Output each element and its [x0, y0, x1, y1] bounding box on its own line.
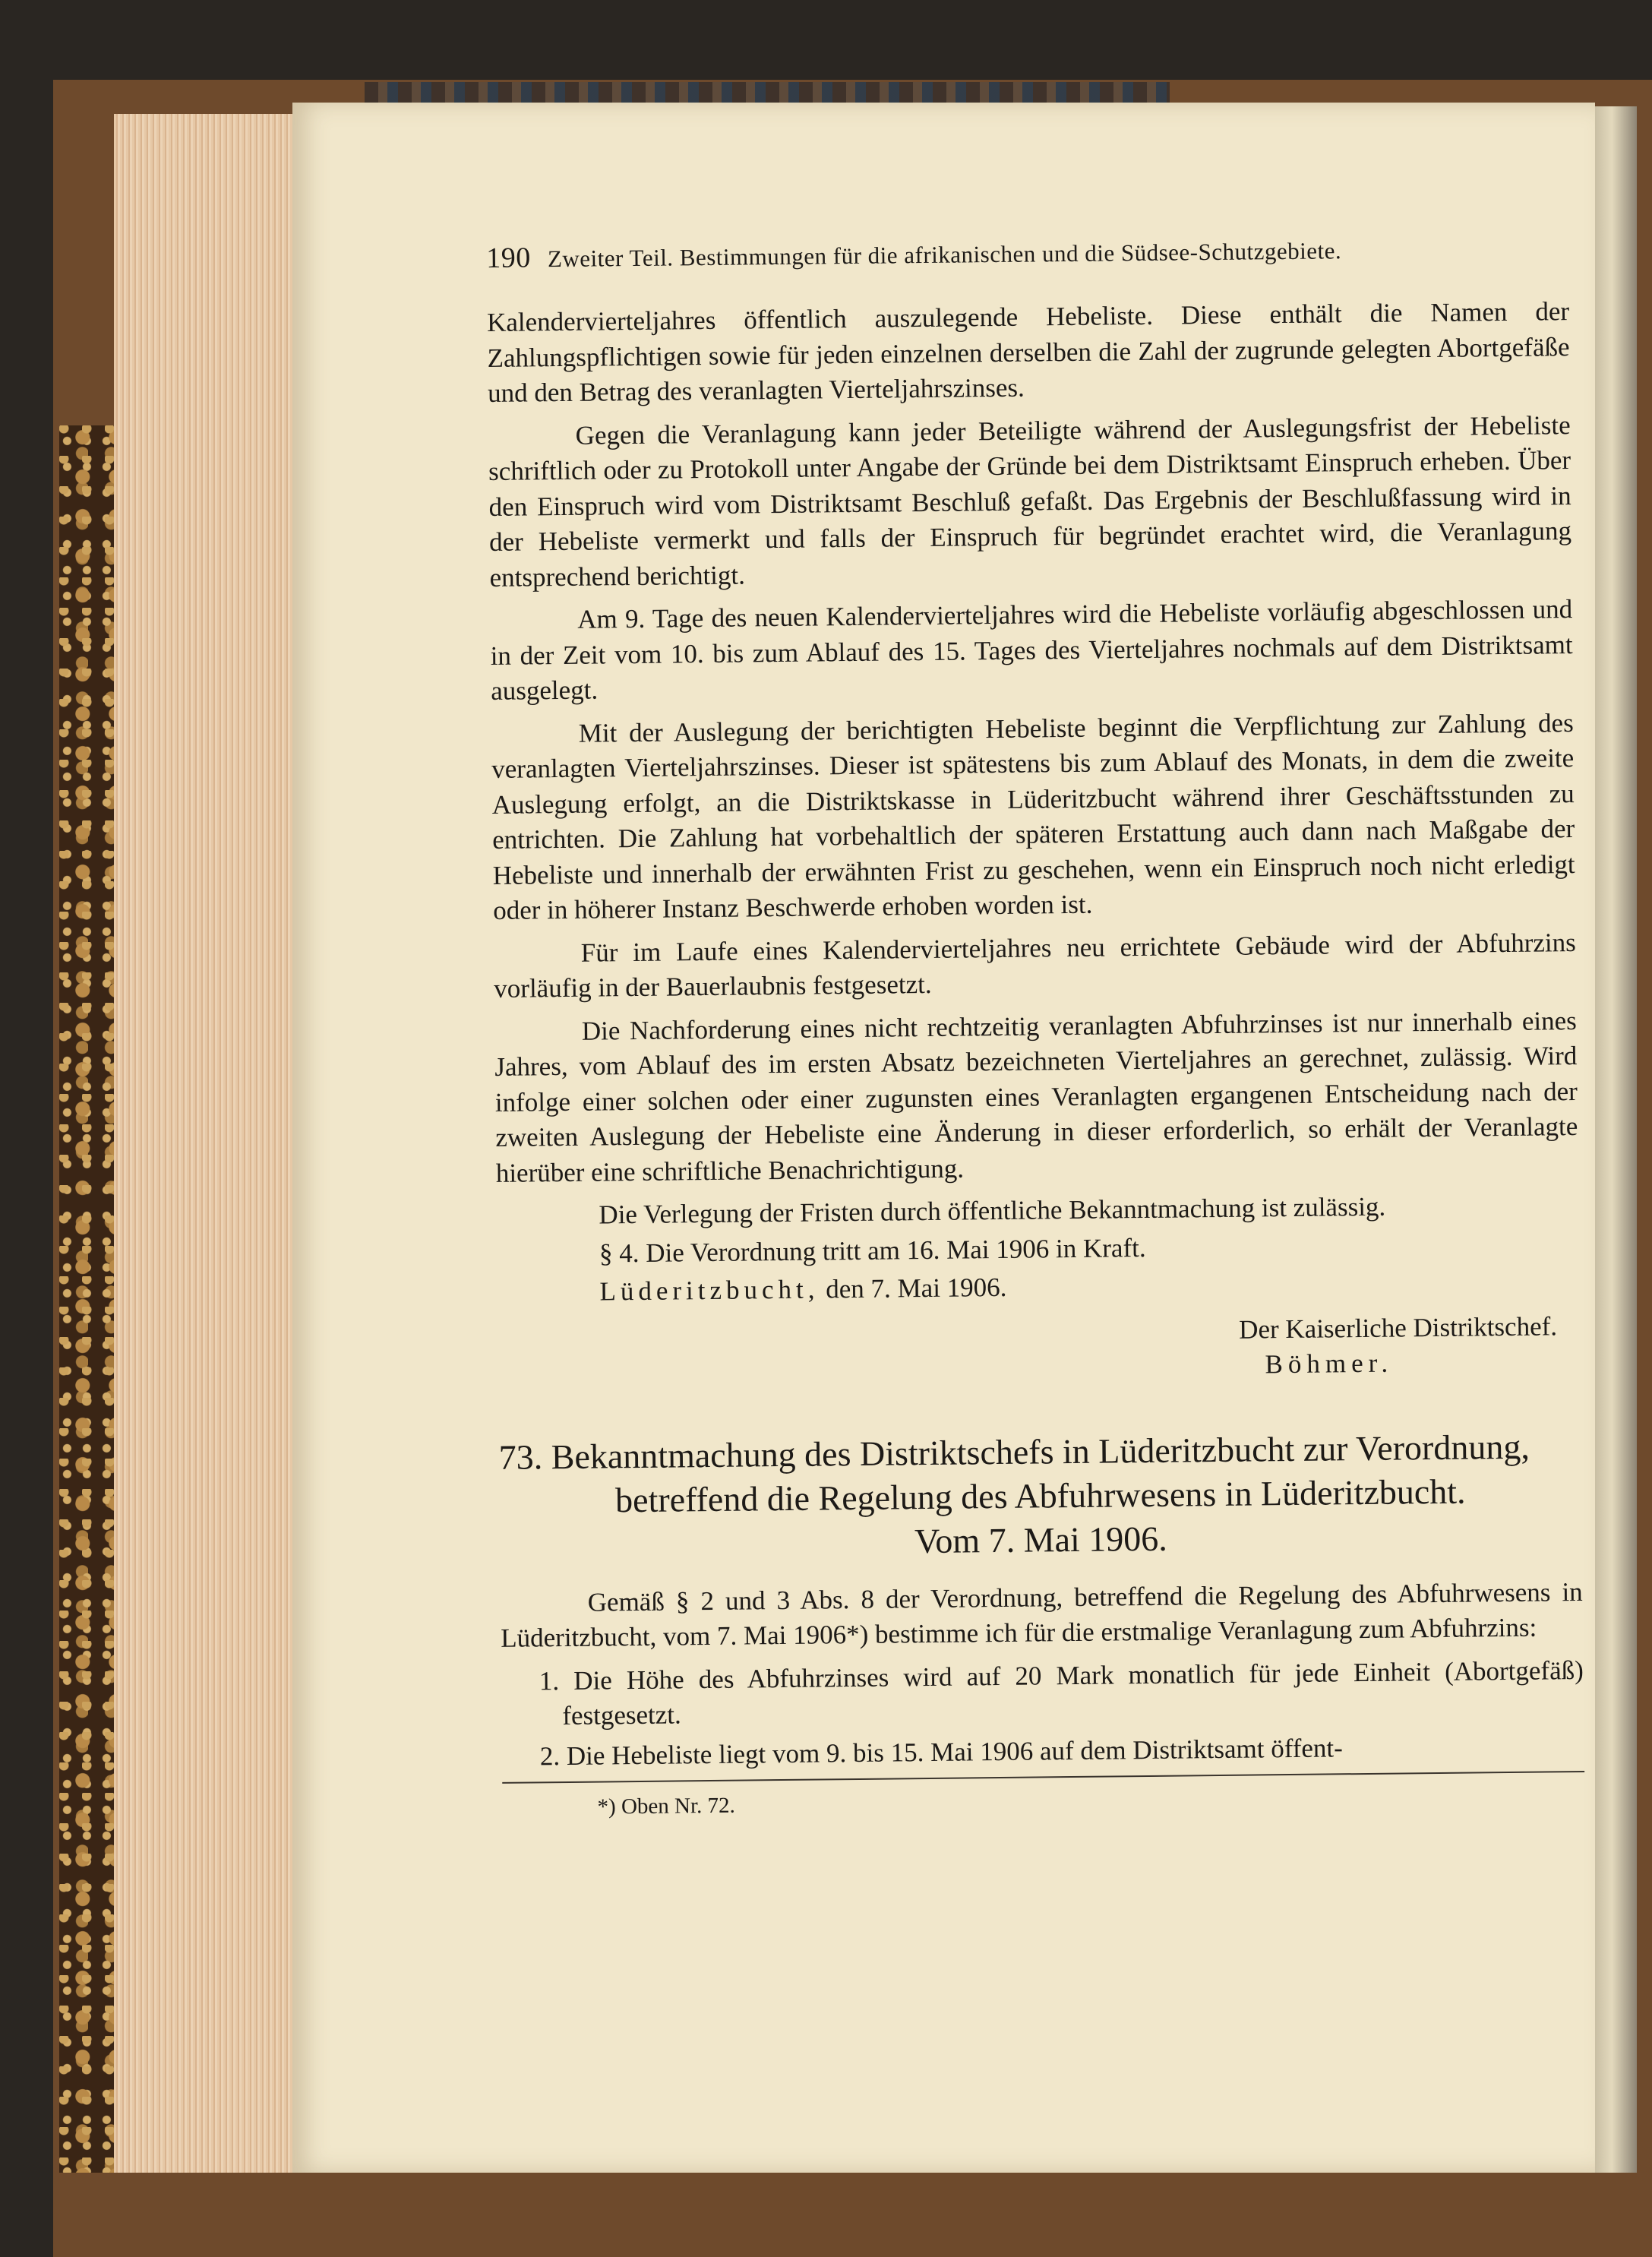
section-title-line-1: 73. Bekanntmachung des Distriktschefs in Lüderitzbucht zur Verordnung,: [498, 1427, 1530, 1477]
list-item: 2. Die Hebeliste liegt vom 9. bis 15. Mai 1906 auf dem Distriktsamt öffent-: [539, 1732, 1343, 1771]
page-content: [486, 230, 1585, 1823]
section-intro: Gemäß § 2 und 3 Abs. 8 der Verordnung, betreffend die Regelung des Abfuhrwesens in Lüderitzbucht, vom 7. Mai 1906*) bestimme ich für die erstmalige Veranlagung zum Abfuhrzins:: [501, 1576, 1583, 1653]
paragraph: Kalendervierteljahres öffentlich auszulegende Hebeliste. Diese enthält die Namen der Zahlungspflichtigen sowie für jeden einzelnen derselben die Zahl der zugrunde gelegten Abortgefäße und den Betrag des veranlagten Vierteljahrszinses.: [486, 296, 1570, 408]
page-number: 190: [486, 242, 531, 274]
signature-name: Böhmer.: [1265, 1348, 1394, 1379]
signature-title: Der Kaiserliche Distriktschef.: [1238, 1310, 1558, 1345]
place: Lüderitzbucht,: [599, 1274, 820, 1307]
paragraph: Am 9. Tage des neuen Kalendervierteljahres wird die Hebeliste vorläufig abgeschlossen und in der Zeit vom 10. bis zum Ablauf des 15. Tages des Vierteljahres nochmals auf dem Distriktsamt ausgelegt.: [490, 594, 1573, 706]
marbled-endpaper: [59, 425, 122, 2173]
date: den 7. Mai 1906.: [826, 1272, 1007, 1304]
book-right-edge: [1595, 106, 1637, 2173]
paragraph: Für im Laufe eines Kalendervierteljahres neu errichtete Gebäude wird der Abfuhrzins vorläufig in der Bauerlaubnis festgesetzt.: [494, 927, 1576, 1004]
paragraph: Gegen die Veranlagung kann jeder Beteiligte während der Auslegungsfrist der Hebeliste schriftlich oder zu Protokoll unter Angabe der Gründe bei dem Distriktsamt Einspruch erheben. Über den Einspruch wird vom Distriktsamt Beschluß gefaßt. Das Ergebnis der Beschlußfassung wird in der Hebeliste vermerkt und falls der Einspruch für begründet erachtet wird, die Veranlagung entsprechend berichtigt.: [488, 409, 1572, 593]
paragraph: Mit der Auslegung der berichtigten Hebeliste beginnt die Verpflichtung zur Zahlung des veranlagten Vierteljahrszinses. Dieser ist spätestens bis zum Ablauf des Monats, in dem die zweite Auslegung erfolgt, an die Distriktskasse in Lüderitzbucht während ihrer Geschäftsstunden zu entrichten. Die Zahlung hat vorbehaltlich der späteren Erstattung auch dann nach Maßgabe der Hebeliste und innerhalb der erwähnten Frist zu geschehen, wenn ein Einspruch noch nicht erledigt oder in höherer Instanz Beschwerde erhoben worden ist.: [491, 707, 1575, 925]
list-item: 1. Die Höhe des Abfuhrzinses wird auf 20 Mark monatlich für jede Einheit (Abortgefäß) festgesetzt.: [539, 1655, 1584, 1731]
section-title-line-2: betreffend die Regelung des Abfuhrwesens in Lüderitzbucht.: [614, 1471, 1466, 1519]
paragraph: Die Nachforderung eines nicht rechtzeitig veranlagten Abfuhrzinses ist nur innerhalb eines Jahres, vom Ablauf des im ersten Absatz bezeichneten Vierteljahres an gerechnet, zulässig. Wird infolge einer solchen oder einer zugunsten eines Veranlagten ergangenen Entscheidung nach der zweiten Auslegung der Hebeliste eine Änderung in dieser erforderlich, so erhält der Veranlagte hierüber eine schriftliche Benachrichtigung.: [494, 1005, 1578, 1188]
page-edges: [114, 114, 294, 2173]
section-heading: [498, 1424, 1582, 1567]
line-fristen: Die Verlegung der Fristen durch öffentliche Bekanntmachung ist zulässig.: [599, 1191, 1386, 1230]
place-date-line: [497, 1264, 1579, 1310]
line-paragraph-4: § 4. Die Verordnung tritt am 16. Mai 1906 in Kraft.: [599, 1232, 1146, 1269]
running-title: Zweiter Teil. Bestimmungen für die afrikanischen und die Südsee-Schutzgebiete.: [547, 237, 1342, 273]
section-title-line-3: Vom 7. Mai 1906.: [914, 1519, 1168, 1560]
footnote: *) Oben Nr. 72.: [597, 1793, 735, 1819]
